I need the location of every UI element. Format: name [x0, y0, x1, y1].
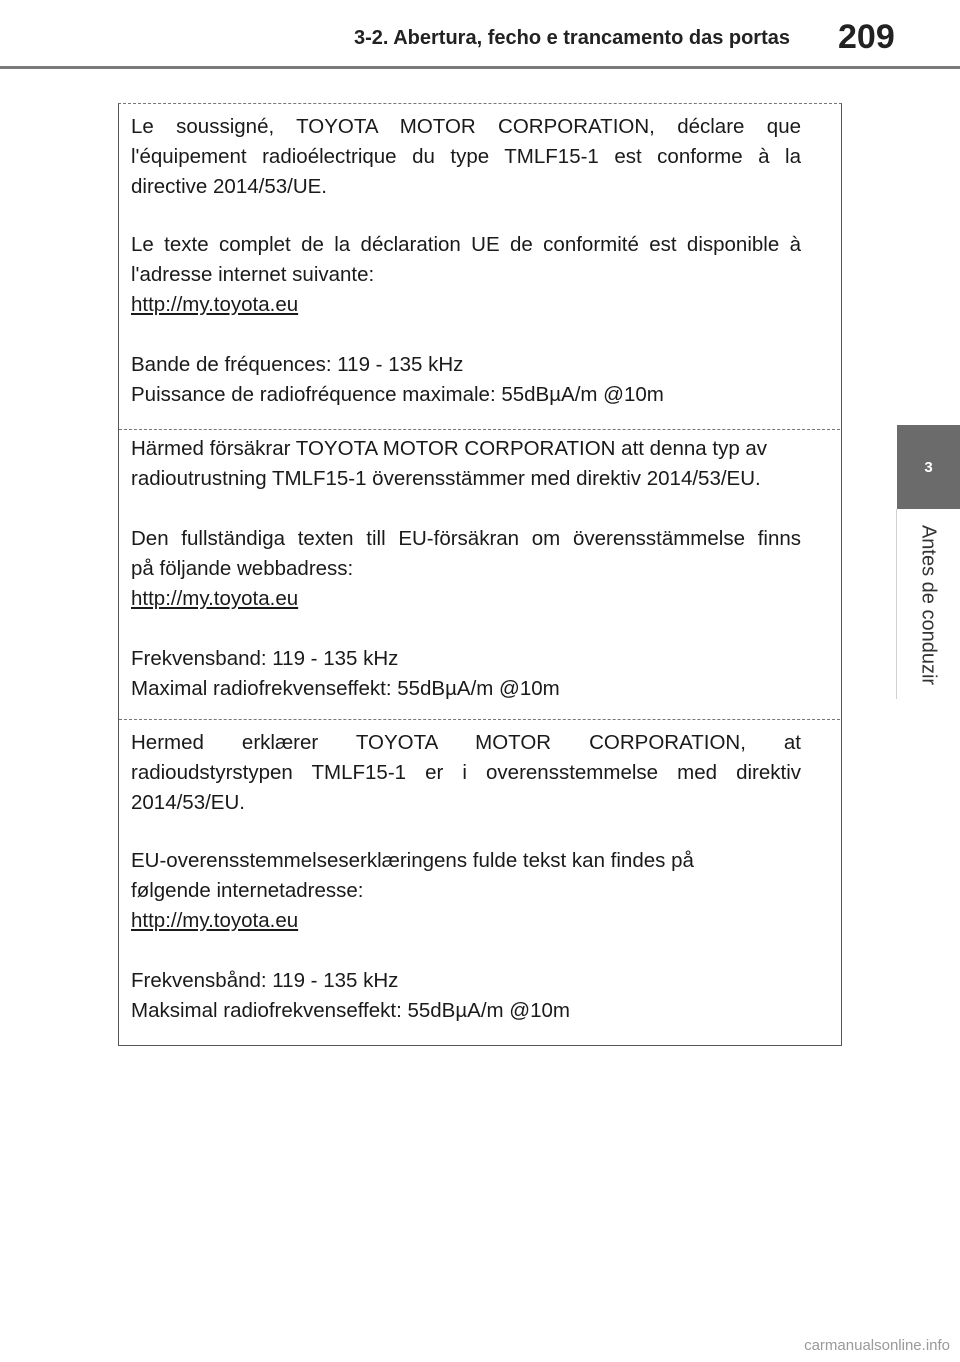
declaration-url-paragraph — [131, 230, 801, 320]
text-line: Bande de fréquences: 119 - 135 kHz — [131, 353, 464, 376]
text-line: Hermed erklærer TOYOTA MOTOR CORPORATION, at — [131, 731, 801, 754]
declaration-url-paragraph — [131, 524, 801, 614]
watermark: carmanualsonline.info — [804, 1337, 950, 1354]
text-line: Maksimal radiofrekvenseffekt: 55dBµA/m @10m — [131, 999, 570, 1022]
declaration-link[interactable]: http://my.toyota.eu — [131, 587, 299, 610]
declaration-section-fr — [119, 103, 840, 428]
chapter-title: Antes de conduzir — [917, 524, 940, 686]
text-line: Härmed försäkrar TOYOTA MOTOR CORPORATION att denna typ av — [131, 437, 768, 460]
chapter-tab — [897, 425, 960, 509]
declaration-section-da — [119, 719, 840, 1044]
text-line: følgende internetadresse: — [131, 879, 364, 902]
section-title: 3-2. Abertura, fecho e trancamento das portas — [353, 27, 790, 49]
text-line: Le soussigné, TOYOTA MOTOR CORPORATION, déclare que — [131, 115, 801, 138]
declaration-paragraph — [131, 728, 801, 818]
text-line: Le texte complet de la déclaration UE de conformité est disponible à — [131, 233, 801, 256]
text-line: radioudstyrstypen TMLF15-1 er i overensstemmelse med direktiv — [131, 761, 801, 784]
text-line: l'adresse internet suivante: — [131, 263, 375, 286]
frequency-specs — [131, 350, 801, 410]
frequency-specs — [131, 966, 801, 1026]
text-line: directive 2014/53/UE. — [131, 175, 328, 198]
text-line: på följande webbadress: — [131, 557, 354, 580]
chapter-number: 3 — [924, 458, 933, 476]
text-line: l'équipement radioélectrique du type TMLF15-1 est conforme à la — [131, 145, 801, 168]
text-line: Frekvensbånd: 119 - 135 kHz — [131, 969, 399, 992]
declaration-link[interactable]: http://my.toyota.eu — [131, 293, 299, 316]
text-line: Maximal radiofrekvenseffekt: 55dBµA/m @10m — [131, 677, 560, 700]
declaration-paragraph — [131, 434, 801, 494]
text-line: Puissance de radiofréquence maximale: 55dBµA/m @10m — [131, 383, 664, 406]
text-line: radioutrustning TMLF15-1 överensstämmer med direktiv 2014/53/EU. — [131, 467, 761, 490]
text-line: Den fullständiga texten till EU-försäkran om överensstämmelse finns — [131, 527, 801, 550]
text-line: Frekvensband: 119 - 135 kHz — [131, 647, 399, 670]
frequency-specs — [131, 644, 801, 704]
declaration-url-paragraph — [131, 846, 801, 936]
page-number: 209 — [838, 18, 895, 56]
side-divider — [896, 509, 897, 699]
declaration-link[interactable]: http://my.toyota.eu — [131, 909, 299, 932]
declaration-paragraph — [131, 112, 801, 202]
text-line: EU-overensstemmelseserklæringens fulde tekst kan findes på — [131, 849, 694, 872]
text-line: 2014/53/EU. — [131, 791, 245, 814]
declaration-section-sv — [119, 429, 840, 720]
header-rule — [0, 66, 960, 69]
